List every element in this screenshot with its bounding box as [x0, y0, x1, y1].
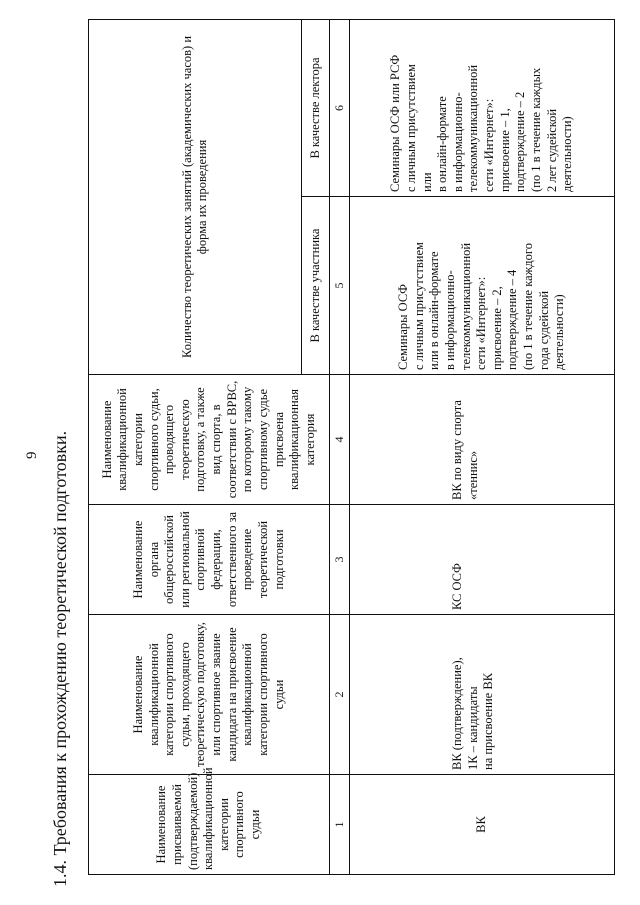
page-number: 9 [24, 451, 40, 459]
table-row [350, 19, 615, 874]
column-number-row [330, 19, 350, 874]
column-number-2: 2 [330, 615, 350, 775]
header-col2: Наименование квалификационной категории спортивного судьи, проходящего теоретическую подготовку, или спортивное звание кандидата на присвоение квалификационной категории спортивного судьи [89, 615, 330, 775]
row-participant-hours-cell: Семинары ОСФ с личным присутствием или в онлайн-формате в информационно- телекоммуникационной сети «Интернет»: присвоение – 2, подтверждение – 4 (по 1 в течение каждого года судейской деятельности) [350, 197, 615, 375]
requirements-table [88, 19, 615, 875]
header-col6: В качестве лектора [302, 19, 330, 196]
column-number-3: 3 [330, 505, 350, 615]
row-federation-body-cell: КС ОСФ [350, 505, 615, 615]
header-col1: Наименование присваиваемой (подтверждаемой) квалификационной категории спортивного судьи [89, 775, 330, 875]
row-trainee-category-cell: ВК (подтверждение), 1К – кандидаты на присвоение ВК [350, 615, 615, 775]
row-lecturer-hours-cell: Семинары ОСФ или РСФ с личным присутствием или в онлайн-формате в информационно- телекоммуникационной сети «Интернет»: присвоение – 1, подтверждение – 2 (по 1 в течение каждых 2 лет судейской деятельности) [350, 19, 615, 196]
row-lecturer-category-cell: ВК по виду спорта «теннис» [350, 375, 615, 505]
column-number-1: 1 [330, 775, 350, 875]
header-row [89, 19, 302, 874]
column-number-4: 4 [330, 375, 350, 505]
header-col4: Наименование квалификационной категории спортивного судьи, проводящего теоретическую подготовку, а также вид спорта, в соответствии с ВРВС, по которому такому спортивному судье присвоена квалификационная категория [89, 375, 330, 505]
section-title: 1.4. Требования к прохождению теоретической подготовки. [50, 430, 70, 887]
row-category-cell: ВК [350, 775, 615, 875]
header-col5: В качестве участника [302, 197, 330, 375]
header-col56: Количество теоретических занятий (академических часов) и форма их проведения [89, 19, 302, 374]
column-number-5: 5 [330, 197, 350, 375]
header-col3: Наименование органа общероссийской или региональной спортивной федерации, ответственного за проведение теоретической подготовки [89, 505, 330, 615]
column-number-6: 6 [330, 19, 350, 196]
